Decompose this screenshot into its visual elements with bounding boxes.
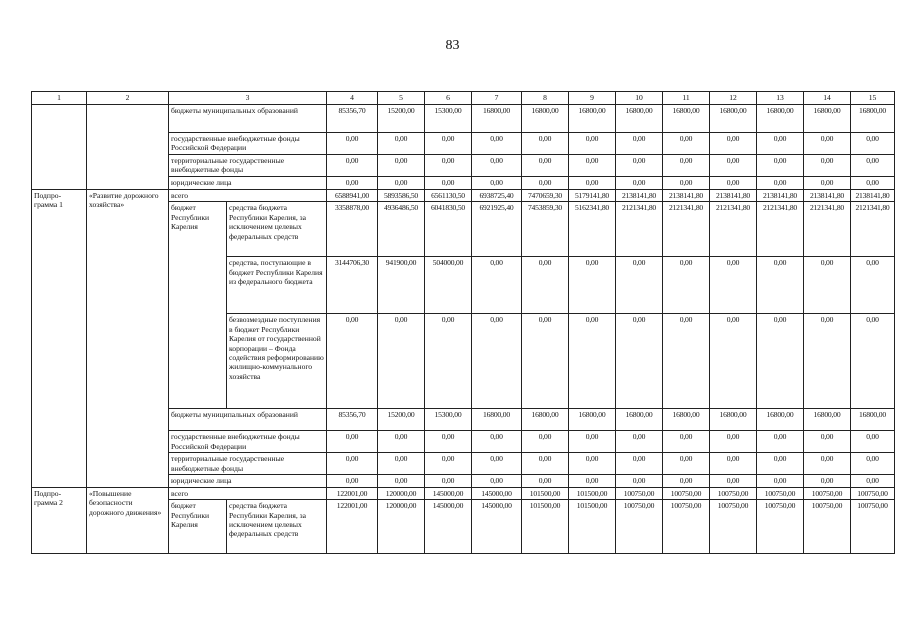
- value-cell: 0,00: [851, 475, 895, 487]
- source-label: территориальные государственные внебюджетные фонды: [169, 155, 327, 177]
- value-cell: 4936486,50: [378, 202, 425, 257]
- value-cell: 16800,00: [710, 409, 757, 431]
- value-cell: 0,00: [616, 177, 663, 190]
- value-cell: 2138141,80: [710, 190, 757, 202]
- value-cell: 6938725,40: [472, 190, 522, 202]
- value-cell: 85356,70: [327, 105, 378, 133]
- value-cell: 101500,00: [569, 487, 616, 499]
- source-label: государственные внебюджетные фонды Российской Федерации: [169, 431, 327, 453]
- value-cell: 0,00: [616, 155, 663, 177]
- value-cell: 6041830,50: [425, 202, 472, 257]
- value-cell: 0,00: [757, 133, 804, 155]
- value-cell: 0,00: [425, 314, 472, 409]
- value-cell: 2121341,80: [757, 202, 804, 257]
- value-cell: 0,00: [472, 177, 522, 190]
- value-cell: 0,00: [522, 431, 569, 453]
- value-cell: 100750,00: [710, 500, 757, 554]
- value-cell: 0,00: [569, 314, 616, 409]
- source-label: средства бюджета Республики Карелия, за исключением целевых федеральных средств: [227, 202, 327, 257]
- value-cell: 100750,00: [616, 500, 663, 554]
- value-cell: 16800,00: [522, 105, 569, 133]
- value-cell: 0,00: [472, 431, 522, 453]
- value-cell: 0,00: [378, 177, 425, 190]
- value-cell: 85356,70: [327, 409, 378, 431]
- value-cell: 0,00: [757, 177, 804, 190]
- header-cell: 7: [472, 92, 522, 105]
- budget-table: [31, 91, 895, 554]
- value-cell: 0,00: [472, 453, 522, 475]
- value-cell: 0,00: [569, 257, 616, 314]
- value-cell: 0,00: [378, 314, 425, 409]
- value-cell: 941900,00: [378, 257, 425, 314]
- value-cell: 122001,00: [327, 487, 378, 499]
- value-cell: 0,00: [804, 133, 851, 155]
- value-cell: 0,00: [757, 431, 804, 453]
- value-cell: 0,00: [663, 177, 710, 190]
- value-cell: 0,00: [710, 133, 757, 155]
- value-cell: 16800,00: [569, 105, 616, 133]
- value-cell: 0,00: [378, 133, 425, 155]
- source-label: безвозмездные поступления в бюджет Республики Карелия от государственной корпорации – Фонда содействия реформированию жилищно-коммунального хозяйства: [227, 314, 327, 409]
- value-cell: 0,00: [472, 257, 522, 314]
- value-cell: 0,00: [616, 133, 663, 155]
- value-cell: 100750,00: [757, 500, 804, 554]
- value-cell: 0,00: [327, 155, 378, 177]
- value-cell: 2121341,80: [851, 202, 895, 257]
- value-cell: 100750,00: [804, 500, 851, 554]
- value-cell: 100750,00: [851, 500, 895, 554]
- value-cell: 16800,00: [663, 105, 710, 133]
- header-cell: 15: [851, 92, 895, 105]
- value-cell: 0,00: [378, 431, 425, 453]
- value-cell: 0,00: [616, 431, 663, 453]
- source-label: всего: [169, 487, 327, 499]
- value-cell: 0,00: [851, 177, 895, 190]
- value-cell: 15200,00: [378, 105, 425, 133]
- value-cell: 101500,00: [569, 500, 616, 554]
- value-cell: 101500,00: [522, 487, 569, 499]
- value-cell: 2121341,80: [616, 202, 663, 257]
- value-cell: 16800,00: [569, 409, 616, 431]
- value-cell: 0,00: [663, 453, 710, 475]
- value-cell: 0,00: [569, 475, 616, 487]
- value-cell: 0,00: [378, 475, 425, 487]
- value-cell: 0,00: [663, 133, 710, 155]
- source-label: юридические лица: [169, 475, 327, 487]
- value-cell: 0,00: [804, 475, 851, 487]
- header-cell: 4: [327, 92, 378, 105]
- value-cell: 0,00: [378, 155, 425, 177]
- value-cell: 6561130,50: [425, 190, 472, 202]
- table-row: [32, 190, 895, 202]
- value-cell: 0,00: [804, 453, 851, 475]
- value-cell: 5893586,50: [378, 190, 425, 202]
- value-cell: 2138141,80: [663, 190, 710, 202]
- subprogram-code: Подпро-грамма 1: [32, 190, 87, 488]
- value-cell: 145000,00: [472, 500, 522, 554]
- value-cell: 0,00: [663, 475, 710, 487]
- budget-group-label: бюджет Республики Карелия: [169, 202, 227, 409]
- value-cell: 16800,00: [851, 409, 895, 431]
- value-cell: 0,00: [851, 133, 895, 155]
- value-cell: 3358878,00: [327, 202, 378, 257]
- value-cell: 0,00: [327, 475, 378, 487]
- source-label: всего: [169, 190, 327, 202]
- value-cell: 0,00: [378, 453, 425, 475]
- value-cell: 16800,00: [522, 409, 569, 431]
- value-cell: 0,00: [472, 155, 522, 177]
- value-cell: 16800,00: [710, 105, 757, 133]
- value-cell: 0,00: [327, 453, 378, 475]
- header-cell: 3: [169, 92, 327, 105]
- header-row: [32, 92, 895, 105]
- value-cell: 16800,00: [851, 105, 895, 133]
- value-cell: 120000,00: [378, 500, 425, 554]
- value-cell: 0,00: [472, 475, 522, 487]
- source-label: средства, поступающие в бюджет Республики Карелия из федерального бюджета: [227, 257, 327, 314]
- value-cell: 0,00: [804, 314, 851, 409]
- header-cell: 11: [663, 92, 710, 105]
- value-cell: 16800,00: [472, 409, 522, 431]
- value-cell: 16800,00: [804, 105, 851, 133]
- value-cell: 16800,00: [663, 409, 710, 431]
- value-cell: 0,00: [616, 314, 663, 409]
- value-cell: 0,00: [616, 453, 663, 475]
- value-cell: 7453859,30: [522, 202, 569, 257]
- header-cell: 6: [425, 92, 472, 105]
- value-cell: 0,00: [710, 177, 757, 190]
- table-row: [32, 487, 895, 499]
- value-cell: 0,00: [851, 431, 895, 453]
- value-cell: 16800,00: [616, 105, 663, 133]
- value-cell: 0,00: [757, 475, 804, 487]
- value-cell: 122001,00: [327, 500, 378, 554]
- value-cell: 0,00: [327, 133, 378, 155]
- value-cell: 504000,00: [425, 257, 472, 314]
- value-cell: 0,00: [425, 431, 472, 453]
- value-cell: 145000,00: [425, 500, 472, 554]
- value-cell: 100750,00: [851, 487, 895, 499]
- value-cell: 0,00: [663, 155, 710, 177]
- value-cell: 100750,00: [710, 487, 757, 499]
- value-cell: 0,00: [425, 133, 472, 155]
- value-cell: 6921925,40: [472, 202, 522, 257]
- value-cell: 16800,00: [616, 409, 663, 431]
- value-cell: 100750,00: [663, 500, 710, 554]
- value-cell: 0,00: [522, 177, 569, 190]
- value-cell: 0,00: [522, 453, 569, 475]
- value-cell: 0,00: [804, 155, 851, 177]
- value-cell: 100750,00: [804, 487, 851, 499]
- value-cell: 3144706,30: [327, 257, 378, 314]
- table-row: [32, 105, 895, 133]
- value-cell: 0,00: [757, 453, 804, 475]
- subprogram-name: «Развитие дорожного хозяйства»: [87, 190, 169, 488]
- header-cell: 2: [87, 92, 169, 105]
- value-cell: 0,00: [710, 475, 757, 487]
- value-cell: 16800,00: [472, 105, 522, 133]
- header-cell: 12: [710, 92, 757, 105]
- subprogram-name: «Повышение безопасности дорожного движения»: [87, 487, 169, 553]
- value-cell: 101500,00: [522, 500, 569, 554]
- source-label: бюджеты муниципальных образований: [169, 409, 327, 431]
- value-cell: 100750,00: [616, 487, 663, 499]
- value-cell: 0,00: [425, 475, 472, 487]
- value-cell: 0,00: [710, 257, 757, 314]
- header-cell: 14: [804, 92, 851, 105]
- value-cell: 120000,00: [378, 487, 425, 499]
- value-cell: 0,00: [710, 155, 757, 177]
- value-cell: 0,00: [522, 314, 569, 409]
- value-cell: 16800,00: [804, 409, 851, 431]
- value-cell: 0,00: [804, 257, 851, 314]
- value-cell: 0,00: [851, 155, 895, 177]
- value-cell: 0,00: [569, 133, 616, 155]
- value-cell: 2121341,80: [804, 202, 851, 257]
- value-cell: 15300,00: [425, 409, 472, 431]
- value-cell: 0,00: [851, 314, 895, 409]
- value-cell: 7470659,30: [522, 190, 569, 202]
- value-cell: 15300,00: [425, 105, 472, 133]
- value-cell: 0,00: [710, 431, 757, 453]
- value-cell: 100750,00: [663, 487, 710, 499]
- value-cell: 16800,00: [757, 409, 804, 431]
- value-cell: 16800,00: [757, 105, 804, 133]
- value-cell: 2121341,80: [710, 202, 757, 257]
- value-cell: 0,00: [425, 453, 472, 475]
- value-cell: 2121341,80: [663, 202, 710, 257]
- budget-group-label: бюджет Республики Карелия: [169, 500, 227, 554]
- value-cell: 0,00: [569, 155, 616, 177]
- value-cell: 15200,00: [378, 409, 425, 431]
- value-cell: 0,00: [327, 177, 378, 190]
- value-cell: 0,00: [569, 177, 616, 190]
- value-cell: 145000,00: [425, 487, 472, 499]
- value-cell: 0,00: [851, 257, 895, 314]
- value-cell: 5162341,80: [569, 202, 616, 257]
- value-cell: 2138141,80: [804, 190, 851, 202]
- value-cell: 0,00: [757, 257, 804, 314]
- header-cell: 9: [569, 92, 616, 105]
- value-cell: 0,00: [425, 155, 472, 177]
- value-cell: 0,00: [522, 475, 569, 487]
- value-cell: 145000,00: [472, 487, 522, 499]
- value-cell: 0,00: [663, 257, 710, 314]
- value-cell: 0,00: [522, 257, 569, 314]
- value-cell: 2138141,80: [757, 190, 804, 202]
- value-cell: 0,00: [522, 133, 569, 155]
- value-cell: 0,00: [757, 155, 804, 177]
- header-cell: 5: [378, 92, 425, 105]
- source-label: государственные внебюджетные фонды Российской Федерации: [169, 133, 327, 155]
- value-cell: 0,00: [804, 177, 851, 190]
- page-number: 83: [445, 38, 460, 53]
- value-cell: 0,00: [804, 431, 851, 453]
- value-cell: 0,00: [710, 453, 757, 475]
- source-label: юридические лица: [169, 177, 327, 190]
- value-cell: 0,00: [569, 431, 616, 453]
- value-cell: 0,00: [472, 314, 522, 409]
- header-cell: 1: [32, 92, 87, 105]
- value-cell: 2138141,80: [616, 190, 663, 202]
- value-cell: 0,00: [569, 453, 616, 475]
- value-cell: 0,00: [522, 155, 569, 177]
- value-cell: 0,00: [757, 314, 804, 409]
- value-cell: 0,00: [327, 431, 378, 453]
- value-cell: 0,00: [710, 314, 757, 409]
- source-label: средства бюджета Республики Карелия, за исключением целевых федеральных средств: [227, 500, 327, 554]
- value-cell: 5179141,80: [569, 190, 616, 202]
- value-cell: 0,00: [616, 257, 663, 314]
- value-cell: 0,00: [663, 314, 710, 409]
- value-cell: 100750,00: [757, 487, 804, 499]
- value-cell: 0,00: [663, 431, 710, 453]
- value-cell: 6588941,00: [327, 190, 378, 202]
- value-cell: 0,00: [425, 177, 472, 190]
- header-cell: 13: [757, 92, 804, 105]
- value-cell: 0,00: [616, 475, 663, 487]
- source-label: бюджеты муниципальных образований: [169, 105, 327, 133]
- header-cell: 8: [522, 92, 569, 105]
- subprogram-code: Подпро-грамма 2: [32, 487, 87, 553]
- value-cell: 0,00: [851, 453, 895, 475]
- value-cell: 0,00: [472, 133, 522, 155]
- value-cell: 0,00: [327, 314, 378, 409]
- header-cell: 10: [616, 92, 663, 105]
- source-label: территориальные государственные внебюджетные фонды: [169, 453, 327, 475]
- value-cell: 2138141,80: [851, 190, 895, 202]
